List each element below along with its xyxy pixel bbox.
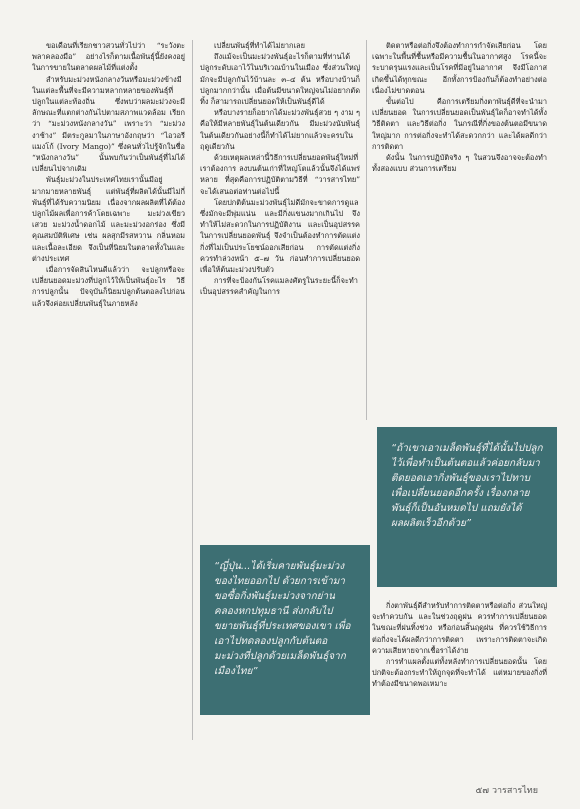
paragraph: เปลี่ยนพันธุ์ที่ทำได้ไม่ยากเลย [214, 41, 305, 50]
pull-quote-right: “ถ้าเขาเอาเมล็ดพันธุ์ที่ได้นั้นไปปลูกไว้เพื่อทำเป็นต้นตอแล้วค่อยกลับมาติดยอดเอากิ่งพันธุ์ของเราไปทาบเพื่อเปลี่ยนยอดอีกครั้ง เรื่องกลายพันธุ์ก็เป็นอันหมดไป แถมยังได้ผลผลิตเร็วอีกด้วย” [377, 427, 557, 587]
paragraph: ดังนั้น ในการปฏิบัติจริง ๆ ในสวนจึงอาจจะต้องทำทั้งสองแบบ ส่วนการเตรียม [372, 153, 547, 174]
paragraph: การที่จะป้องกันโรคแมลงศัตรูในระยะนี้ก็จะทำเป็นอุปสรรคสำคัญในการ [200, 276, 358, 297]
paragraph: ขอเดือนที่เรียกชาวสวนทั่วไปว่า “ระวังตะพลาคลองมือ” อย่างไรก็ตามเนื้อพันธุ์นี้ยังคงอยู่ในการขายในตลาดผลไม้ที่แต่งตั้ง [32, 41, 185, 73]
pull-quote-middle: “ญี่ปุ่น...ได้เริ่มคายพันธุ์มะม่วงของไทยออกไป ด้วยการเข้ามาขอซื้อกิ่งพันธุ์มะม่วงจากย่านคลองหกปทุมธานี ส่งกลับไปขยายพันธุ์ที่ประเทศของเขา เพื่อเอาไปทดลองปลูกกับต้นตอมะม่วงที่ปลูกด้วยเมล็ดพันธุ์จากเมืองไทย” [200, 545, 370, 715]
paragraph: หรือบางรายก็อยากได้มะม่วงพันธุ์สวย ๆ งาม ๆ คือให้มีหลายพันธุ์ในต้นเดียวกัน มีมะม่วงนับพันธุ์ในต้นเดียวกันอย่างนี้ก็ทำได้ไม่ยากแล้วจะครบในฤดูเดียวกัน [200, 108, 360, 151]
article-right-column-top [372, 40, 547, 260]
paragraph: ติดตาหรือต่อกิ่งจึงต้องทำการกำจัดเสียก่อน โดยเฉพาะในพื้นที่ชื้นหรือมีความชื้นในอากาศสูง โรคนี้จะระบาดรุนแรงและเป็นโรคที่มีอยู่ในอากาศ จึงมีโอกาสเกิดขึ้นได้ทุกขณะ อีกทั้งการป้องกันก็ต้องทำอย่างต่อเนื่องไม่ขาดตอน [372, 41, 547, 95]
paragraph: สำหรับมะม่วงหนังกลางวันหรือมะม่วงข้างมี ในแต่ละพื้นที่จะมีความหลากหลายของพันธุ์ที่ปลูกในแต่ละท้องถิ่น ซึ่งพบว่าผลมะม่วงจะมีลักษณะที่แตกต่างกันไปตามสภาพแวดล้อม เรียกว่า “มะม่วงหนังกลางวัน” เพราะว่า “มะม่วงงาช้าง” มีตระกูลมาในภาษาอังกฤษว่า “ไอวอรี แมงโก้ (Ivory Mango)” ซึ่งคนทั่วไปรู้จักในชื่อ “หนังกลางวัน” นั้นพบกันว่าเป็นพันธุ์ที่ไม่ได้เปลี่ยนไปจากเดิม [32, 74, 185, 174]
paragraph: ด้วยเหตุผลเหล่านี้วิธีการเปลี่ยนยอดพันธุ์ใหม่ที่เราต้องการ ลงบนต้นเก่าที่ใหญ่โตแล้วนั้นจึงได้แพร่หลาย ที่สุดคือการปฏิบัติตามวิธีที่ “วารสารไทย” จะได้เสนอต่อท่านต่อไปนี้ [200, 153, 360, 196]
paragraph: กิ่งตาพันธุ์ดีสำหรับทำการติดตาหรือต่อกิ่ง ส่วนใหญ่จะทำควบกัน และในช่วงฤดูฝน ควรทำการเปลี่ยนยอดในขณะที่ฝนทิ้งช่วง หรือก่อนสิ้นฤดูฝน ที่ควรใช้วิธีการต่อกิ่งจะได้ผลดีกว่าการติดตา เพราะการติดตาจะเกิดความเสียหายจากเชื้อราได้ง่าย [372, 601, 547, 655]
article-right-column-bottom [372, 600, 547, 780]
article-left-column [32, 40, 185, 740]
paragraph: เมื่อการจัดสินไหนดีแล้วว่า จะปลูกหรือจะเปลี่ยนยอดมะม่วงที่ปลูกไว้ให้เป็นพันธุ์อะไร วิธีการปลูกนั้น ปัจจุบันก็นิยมปลูกต้นตอลงไปก่อน แล้วจึงค่อยเปลี่ยนพันธุ์ในภายหลัง [32, 265, 185, 308]
column-divider [366, 40, 367, 420]
page-footer: ๕๗ วารสารไทย [475, 786, 538, 796]
paragraph: โดยปกติต้นมะม่วงพันธุ์ไม่ดีมักจะขาดการดูแล ซึ่งมักจะมีพุ่มแน่น และมีกิ่งแขนงมากเกินไป จึงทำให้ไม่สะดวกในการปฏิบัติงาน และเป็นอุปสรรคในการเปลี่ยนยอดพันธุ์ จึงจำเป็นต้องทำการตัดแต่งกิ่งที่ไม่เป็นประโยชน์ออกเสียก่อน การตัดแต่งกิ่งควรทำล่วงหน้า ๕–๗ วัน ก่อนทำการเปลี่ยนยอด เพื่อให้ต้นมะม่วงปรับตัว [200, 197, 360, 275]
article-middle-column [200, 40, 360, 540]
column-divider [192, 40, 193, 740]
paragraph: ถึงแม้จะเป็นมะม่วงพันธุ์อะไรก็ตามที่ท่านได้ปลูกระดับเอาไว้ในบริเวณบ้านในเมือง ซึ่งส่วนใหญ่มักจะมีปลูกกันไว้บ้านละ ๓–๔ ต้น หรือบางบ้านก็ปลูกมากกว่านั้น เมื่อต้นมีขนาดใหญ่จนไม่อยากตัดทิ้ง ก็สามารถเปลี่ยนยอดให้เป็นพันธุ์ดีได้ [200, 52, 360, 107]
paragraph: ขั้นต่อไป คือการเตรียมกิ่งตาพันธุ์ดีที่จะนำมาเปลี่ยนยอด ในการเปลี่ยนยอดเป็นพันธุ์ใดก็อาจทำได้ทั้งวิธีติดตา และวิธีต่อกิ่ง ในกรณีที่กิ่งของต้นตอมีขนาดใหญ่มาก การต่อกิ่งจะทำได้สะดวกกว่า และได้ผลดีกว่าการติดตา [372, 97, 547, 151]
paragraph: การทำแผลตั้งแต่ทั้งหลังทำการเปลี่ยนยอดนั้น โดยปกติจะต้องกระทำให้ถูกจุดที่จะทำได้ แต่หมายของกิ่งที่ทำต้องมีขนาดพอเหมาะ [372, 657, 547, 689]
paragraph: พันธุ์มะม่วงในประเทศไทยเรานั้นมีอยู่มากมายหลายพันธุ์ แต่พันธุ์ที่ผลิตได้นั้นมีไม่กี่พันธุ์ที่ได้รับความนิยม เนื่องจากผลผลิตที่ได้ต้องปลูกไม้ผลเพื่อการค้าโดยเฉพาะ มะม่วงเขียวเสวย มะม่วงน้ำดอกไม้ และมะม่วงอกร่อง ซึ่งมีคุณสมบัติพิเศษ เช่น ผลสุกมีรสหวาน กลิ่นหอม และเนื้อละเอียด จึงเป็นที่นิยมในตลาดทั้งในและต่างประเทศ [32, 175, 185, 263]
